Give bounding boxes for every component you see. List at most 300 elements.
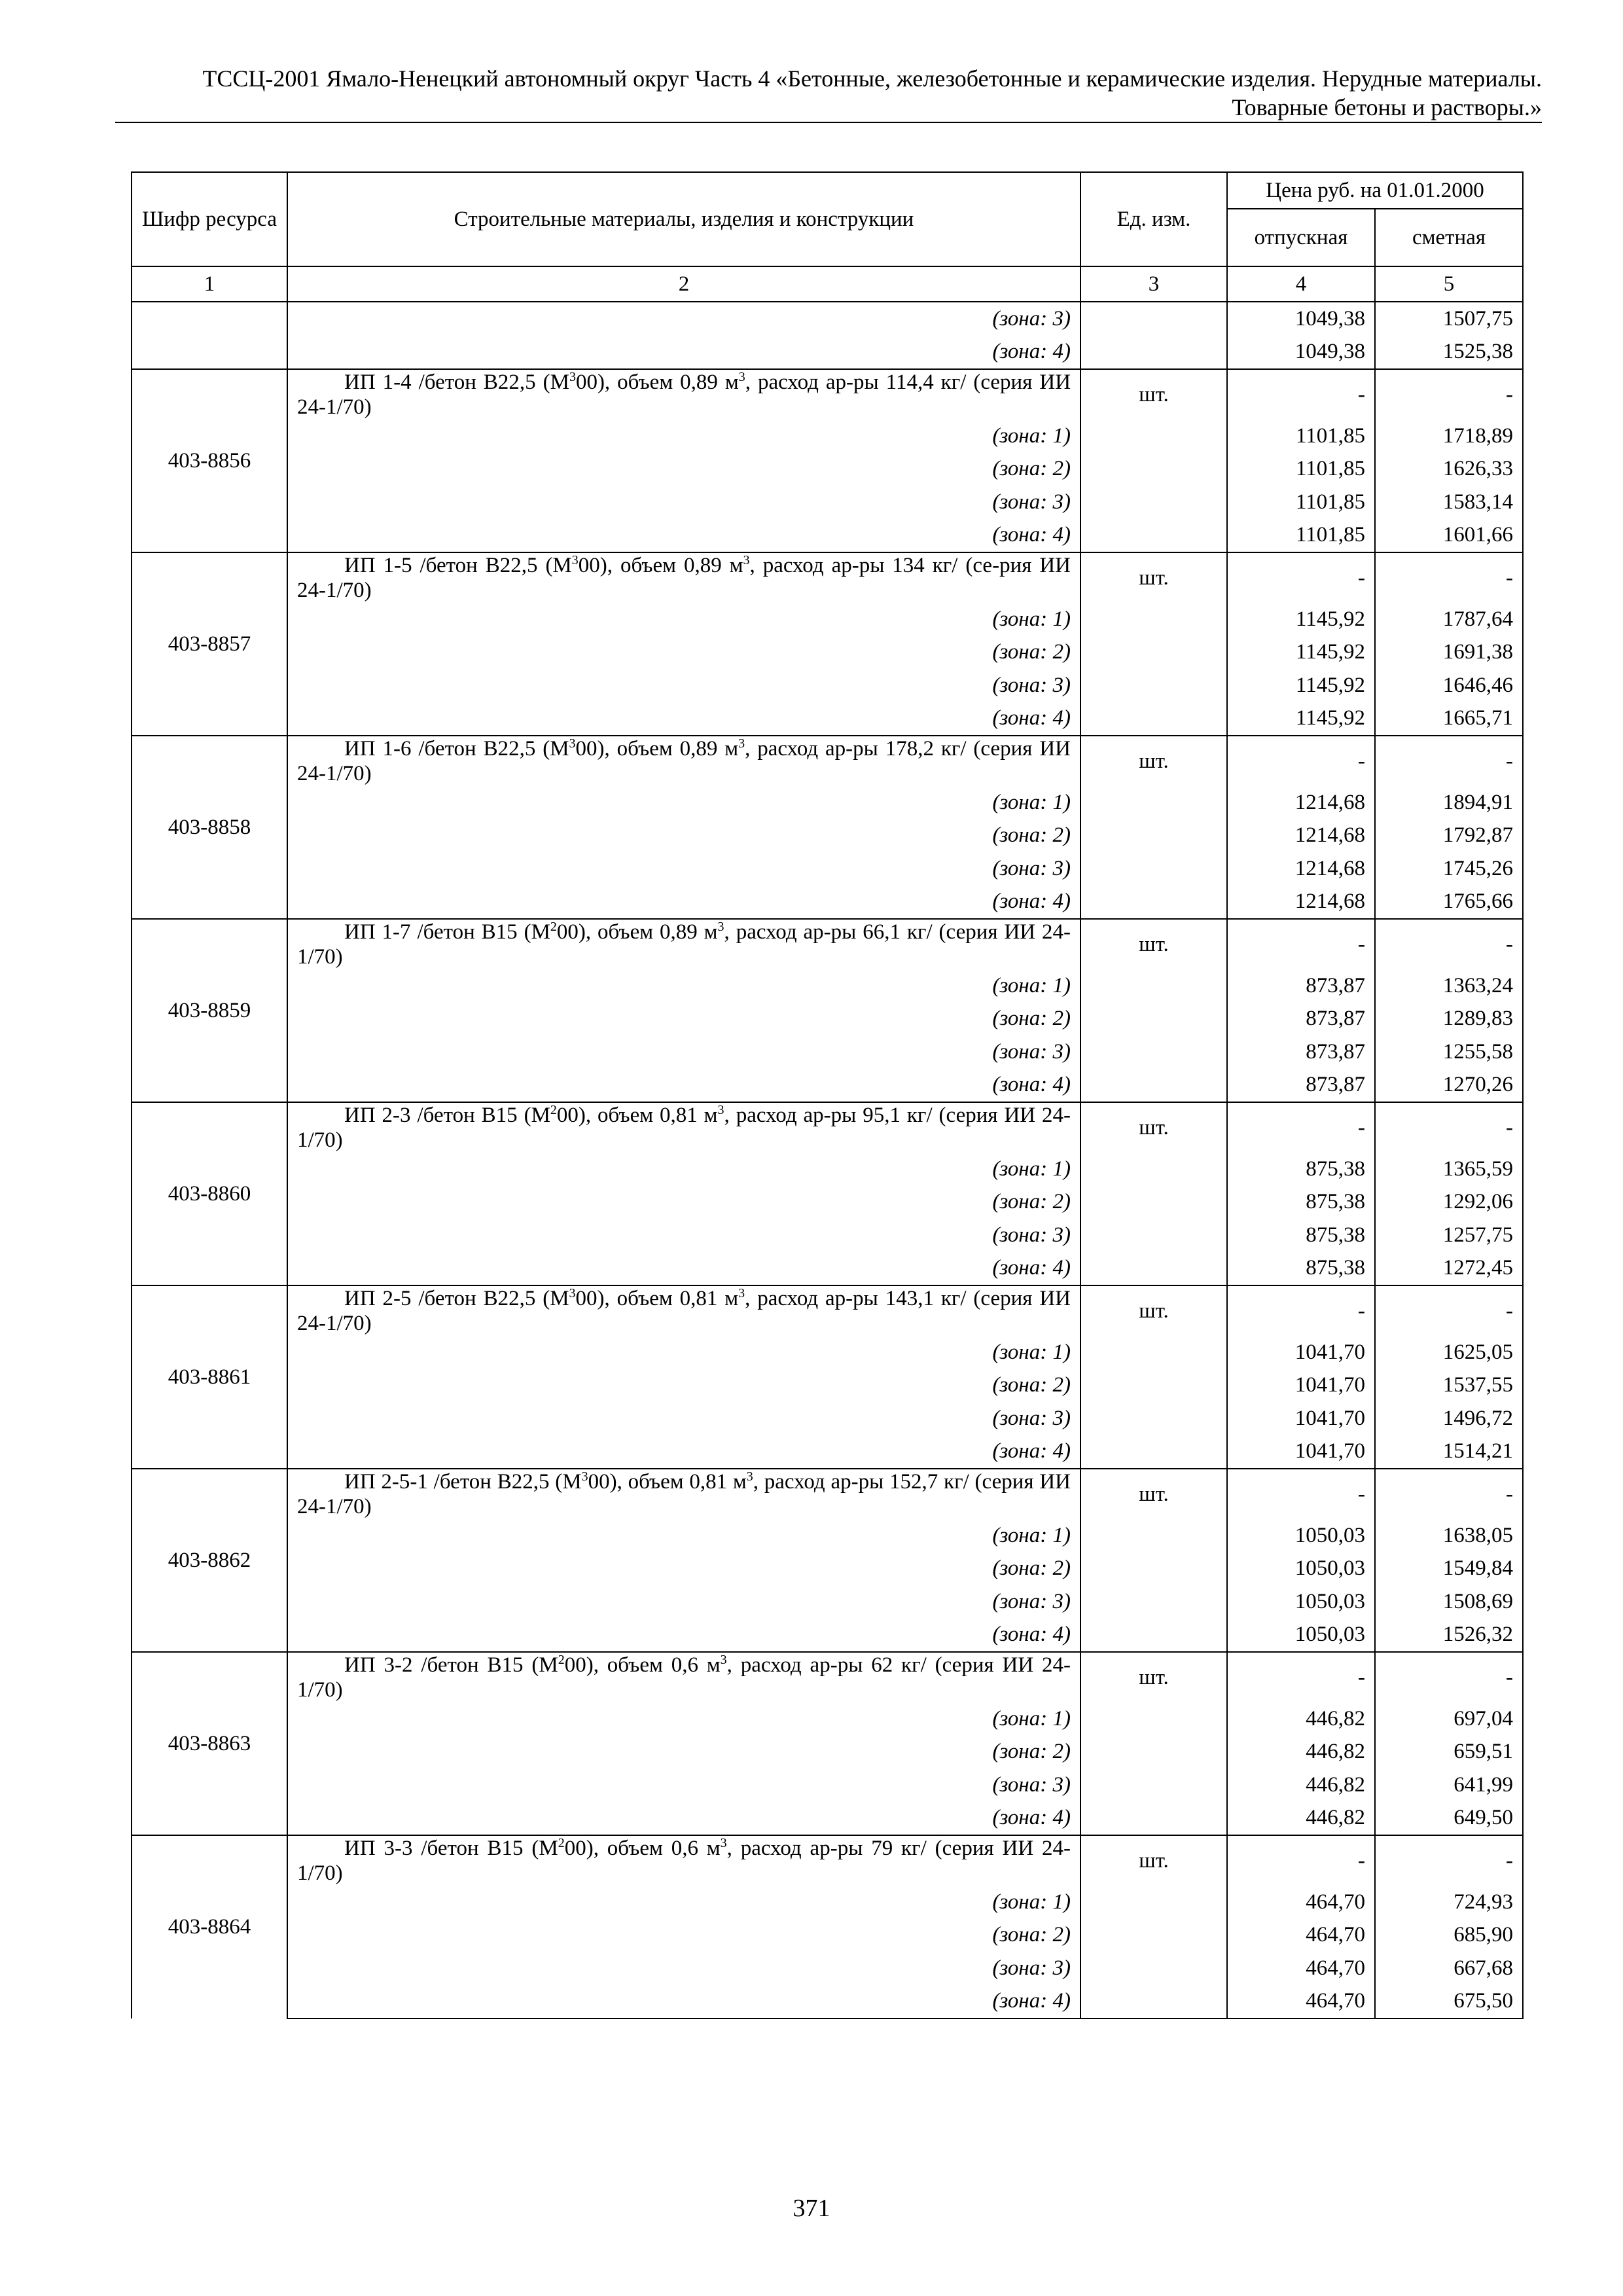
estimate-price: 1765,66 bbox=[1375, 886, 1523, 920]
description-part: ИП 2-3 /бетон В15 (М bbox=[344, 1103, 550, 1127]
empty-cell bbox=[1080, 1802, 1227, 1836]
estimate-price: 1537,55 bbox=[1375, 1369, 1523, 1403]
zone-label: (зона: 3) bbox=[287, 1952, 1080, 1985]
zone-label: (зона: 4) bbox=[287, 702, 1080, 736]
estimate-price: 1792,87 bbox=[1375, 819, 1523, 853]
description-part: 00), объем 0,89 м bbox=[575, 737, 739, 761]
release-price: 464,70 bbox=[1227, 1985, 1375, 2019]
estimate-price: 649,50 bbox=[1375, 1802, 1523, 1836]
description-part: , расход ар-ры 134 кг/ (се-рия ИИ 24-1/70) bbox=[297, 554, 1071, 602]
estimate-price: 675,50 bbox=[1375, 1985, 1523, 2019]
zone-row bbox=[132, 1919, 1523, 1952]
zone-row bbox=[132, 819, 1523, 853]
zone-row bbox=[132, 603, 1523, 636]
description-part: 00), объем 0,89 м bbox=[556, 920, 718, 944]
empty-cell bbox=[1080, 302, 1227, 336]
empty-cell bbox=[1080, 786, 1227, 819]
resource-code: 403-8864 bbox=[132, 1835, 287, 2018]
release-price: - bbox=[1227, 1102, 1375, 1153]
empty-cell bbox=[1080, 1886, 1227, 1919]
zone-label: (зона: 4) bbox=[287, 886, 1080, 920]
superscript: 3 bbox=[720, 1836, 727, 1850]
header-line-1: ТССЦ-2001 Ямало-Ненецкий автономный округ Часть 4 «Бетонные, железобетонные и керамические изделия. Нерудные материалы. bbox=[202, 65, 1542, 92]
empty-cell bbox=[1080, 336, 1227, 370]
release-price: 1041,70 bbox=[1227, 1435, 1375, 1469]
estimate-price: - bbox=[1375, 736, 1523, 786]
zone-row bbox=[132, 1985, 1523, 2019]
zone-label: (зона: 2) bbox=[287, 1552, 1080, 1586]
description-text bbox=[297, 1469, 1071, 1519]
col-number: 2 bbox=[287, 266, 1080, 302]
empty-cell bbox=[1080, 1219, 1227, 1252]
resource-code: 403-8857 bbox=[132, 552, 287, 736]
table-row bbox=[132, 1469, 1523, 1519]
item-description bbox=[287, 736, 1080, 786]
description-text bbox=[297, 370, 1071, 420]
superscript: 3 bbox=[569, 736, 576, 751]
table-row bbox=[132, 369, 1523, 420]
empty-cell bbox=[1080, 1585, 1227, 1619]
description-part: , расход ар-ры 95,1 кг/ (серия ИИ 24-1/70) bbox=[297, 1103, 1071, 1152]
estimate-price: 1292,06 bbox=[1375, 1186, 1523, 1219]
empty-cell bbox=[1080, 1919, 1227, 1952]
estimate-price: 1289,83 bbox=[1375, 1003, 1523, 1036]
estimate-price: 1514,21 bbox=[1375, 1435, 1523, 1469]
zone-row bbox=[132, 852, 1523, 886]
estimate-price: - bbox=[1375, 1835, 1523, 1886]
table-row bbox=[132, 1102, 1523, 1153]
resource-code: 403-8859 bbox=[132, 919, 287, 1102]
release-price: 1050,03 bbox=[1227, 1519, 1375, 1552]
zone-row bbox=[132, 1252, 1523, 1286]
zone-row bbox=[132, 1035, 1523, 1069]
table-body bbox=[132, 302, 1523, 2018]
description-text bbox=[297, 1286, 1071, 1336]
estimate-price: 1255,58 bbox=[1375, 1035, 1523, 1069]
page-number: 371 bbox=[793, 2195, 830, 2222]
empty-cell bbox=[1080, 1702, 1227, 1736]
item-description bbox=[287, 1835, 1080, 1886]
header-line-2: Товарные бетоны и растворы.» bbox=[1232, 94, 1542, 120]
description-part: 00), объем 0,81 м bbox=[588, 1470, 747, 1494]
description-part: ИП 1-5 /бетон В22,5 (М bbox=[344, 554, 572, 577]
description-part: , расход ар-ры 178,2 кг/ (серия ИИ 24-1/70) bbox=[297, 737, 1071, 785]
estimate-price: 1508,69 bbox=[1375, 1585, 1523, 1619]
zone-label: (зона: 2) bbox=[287, 1919, 1080, 1952]
empty-cell bbox=[1080, 1336, 1227, 1369]
estimate-price: 1270,26 bbox=[1375, 1069, 1523, 1103]
zone-label: (зона: 1) bbox=[287, 420, 1080, 453]
resource-code: 403-8862 bbox=[132, 1469, 287, 1652]
description-part: , расход ар-ры 114,4 кг/ (серия ИИ 24-1/70) bbox=[297, 370, 1071, 419]
release-price: 1101,85 bbox=[1227, 519, 1375, 553]
empty-cell bbox=[1080, 1619, 1227, 1653]
zone-row bbox=[132, 1069, 1523, 1103]
release-price: 873,87 bbox=[1227, 1035, 1375, 1069]
description-text bbox=[297, 1103, 1071, 1153]
item-description bbox=[287, 1469, 1080, 1519]
zone-row bbox=[132, 420, 1523, 453]
release-price: 873,87 bbox=[1227, 969, 1375, 1003]
description-part: , расход ар-ры 79 кг/ (серия ИИ 24-1/70) bbox=[297, 1837, 1071, 1885]
zone-label: (зона: 4) bbox=[287, 1619, 1080, 1653]
zone-label: (зона: 2) bbox=[287, 636, 1080, 670]
description-part: ИП 3-2 /бетон В15 (М bbox=[344, 1653, 558, 1677]
superscript: 3 bbox=[738, 736, 745, 751]
zone-row bbox=[132, 1768, 1523, 1802]
superscript: 3 bbox=[581, 1469, 588, 1484]
zone-label: (зона: 3) bbox=[287, 486, 1080, 519]
release-price: - bbox=[1227, 736, 1375, 786]
empty-cell bbox=[1080, 702, 1227, 736]
zone-label: (зона: 1) bbox=[287, 603, 1080, 636]
release-price: 1050,03 bbox=[1227, 1619, 1375, 1653]
table-row bbox=[132, 1285, 1523, 1336]
release-price: 1041,70 bbox=[1227, 1402, 1375, 1435]
empty-cell bbox=[132, 302, 287, 336]
zone-label: (зона: 1) bbox=[287, 1519, 1080, 1552]
description-text bbox=[297, 736, 1071, 786]
release-price: 446,82 bbox=[1227, 1802, 1375, 1836]
zone-label: (зона: 1) bbox=[287, 1886, 1080, 1919]
estimate-price: 685,90 bbox=[1375, 1919, 1523, 1952]
empty-cell bbox=[1080, 420, 1227, 453]
estimate-price: 1691,38 bbox=[1375, 636, 1523, 670]
empty-cell bbox=[1080, 1768, 1227, 1802]
empty-cell bbox=[1080, 519, 1227, 553]
estimate-price: 1496,72 bbox=[1375, 1402, 1523, 1435]
release-price: - bbox=[1227, 1835, 1375, 1886]
item-description bbox=[287, 1102, 1080, 1153]
release-price: 1041,70 bbox=[1227, 1336, 1375, 1369]
superscript: 3 bbox=[717, 1103, 724, 1117]
estimate-price: 1526,32 bbox=[1375, 1619, 1523, 1653]
item-description bbox=[287, 919, 1080, 969]
zone-label: (зона: 2) bbox=[287, 1369, 1080, 1403]
description-part: ИП 1-6 /бетон В22,5 (М bbox=[344, 737, 569, 761]
zone-row bbox=[132, 1886, 1523, 1919]
release-price: 1050,03 bbox=[1227, 1552, 1375, 1586]
release-price: 1214,68 bbox=[1227, 852, 1375, 886]
release-price: 1145,92 bbox=[1227, 702, 1375, 736]
superscript: 3 bbox=[743, 553, 750, 567]
empty-cell bbox=[1080, 1435, 1227, 1469]
release-price: 446,82 bbox=[1227, 1702, 1375, 1736]
estimate-price: 1272,45 bbox=[1375, 1252, 1523, 1286]
description-part: ИП 1-4 /бетон В22,5 (М bbox=[344, 370, 569, 394]
description-part: 00), объем 0,89 м bbox=[575, 370, 739, 394]
description-part: , расход ар-ры 62 кг/ (серия ИИ 24-1/70) bbox=[297, 1653, 1071, 1702]
unit: шт. bbox=[1080, 736, 1227, 786]
empty-cell bbox=[1080, 1153, 1227, 1186]
description-part: 00), объем 0,89 м bbox=[578, 554, 743, 577]
release-price: 873,87 bbox=[1227, 1069, 1375, 1103]
empty-cell bbox=[1080, 1069, 1227, 1103]
superscript: 2 bbox=[550, 1103, 557, 1117]
description-part: ИП 2-5 /бетон В22,5 (М bbox=[344, 1287, 569, 1310]
resource-code: 403-8856 bbox=[132, 369, 287, 552]
zone-row bbox=[132, 1219, 1523, 1252]
superscript: 3 bbox=[720, 1653, 727, 1667]
release-price: - bbox=[1227, 552, 1375, 603]
col-header-unit: Ед. изм. bbox=[1080, 172, 1227, 266]
empty-cell bbox=[1080, 636, 1227, 670]
release-price: 1049,38 bbox=[1227, 336, 1375, 370]
unit: шт. bbox=[1080, 1285, 1227, 1336]
release-price: 1050,03 bbox=[1227, 1585, 1375, 1619]
resource-code: 403-8860 bbox=[132, 1102, 287, 1285]
description-text bbox=[297, 1653, 1071, 1702]
release-price: 1101,85 bbox=[1227, 453, 1375, 486]
zone-row bbox=[132, 1402, 1523, 1435]
description-part: 00), объем 0,81 м bbox=[575, 1287, 739, 1310]
zone-row bbox=[132, 786, 1523, 819]
empty-cell bbox=[1080, 852, 1227, 886]
release-price: - bbox=[1227, 1285, 1375, 1336]
zone-row bbox=[132, 1619, 1523, 1653]
zone-row bbox=[132, 486, 1523, 519]
header-rule bbox=[115, 122, 1542, 123]
empty-cell bbox=[1080, 969, 1227, 1003]
description-text bbox=[297, 920, 1071, 969]
column-numbers-row bbox=[132, 266, 1523, 302]
col-header-name: Строительные материалы, изделия и конструкции bbox=[287, 172, 1080, 266]
zone-row bbox=[132, 519, 1523, 553]
superscript: 3 bbox=[746, 1469, 753, 1484]
zone-row bbox=[132, 1585, 1523, 1619]
unit: шт. bbox=[1080, 1102, 1227, 1153]
empty-cell bbox=[1080, 1736, 1227, 1769]
estimate-price: - bbox=[1375, 1469, 1523, 1519]
item-description bbox=[287, 1652, 1080, 1702]
zone-label: (зона: 3) bbox=[287, 1768, 1080, 1802]
zone-label: (зона: 3) bbox=[287, 1585, 1080, 1619]
zone-label: (зона: 1) bbox=[287, 1702, 1080, 1736]
empty-cell bbox=[1080, 819, 1227, 853]
superscript: 2 bbox=[550, 920, 557, 934]
zone-label: (зона: 2) bbox=[287, 1736, 1080, 1769]
estimate-price: 1583,14 bbox=[1375, 486, 1523, 519]
release-price: 1101,85 bbox=[1227, 420, 1375, 453]
running-header bbox=[115, 64, 1542, 122]
table-row bbox=[132, 1835, 1523, 1886]
empty-cell bbox=[1080, 1252, 1227, 1286]
estimate-price: 667,68 bbox=[1375, 1952, 1523, 1985]
col-header-estimate: сметная bbox=[1375, 209, 1523, 266]
zone-row bbox=[132, 1336, 1523, 1369]
description-part: , расход ар-ры 143,1 кг/ (серия ИИ 24-1/70) bbox=[297, 1287, 1071, 1335]
zone-label: (зона: 4) bbox=[287, 1252, 1080, 1286]
col-number: 4 bbox=[1227, 266, 1375, 302]
zone-label: (зона: 3) bbox=[287, 852, 1080, 886]
zone-label: (зона: 4) bbox=[287, 1435, 1080, 1469]
release-price: 464,70 bbox=[1227, 1886, 1375, 1919]
col-header-code: Шифр ресурса bbox=[132, 172, 287, 266]
estimate-price: 1626,33 bbox=[1375, 453, 1523, 486]
zone-row bbox=[132, 1186, 1523, 1219]
release-price: 875,38 bbox=[1227, 1252, 1375, 1286]
unit: шт. bbox=[1080, 1835, 1227, 1886]
estimate-price: - bbox=[1375, 1102, 1523, 1153]
zone-row bbox=[132, 1003, 1523, 1036]
empty-cell bbox=[1080, 1985, 1227, 2019]
description-part: 00), объем 0,6 м bbox=[564, 1653, 721, 1677]
estimate-price: 1625,05 bbox=[1375, 1336, 1523, 1369]
release-price: 464,70 bbox=[1227, 1919, 1375, 1952]
zone-row bbox=[132, 1952, 1523, 1985]
col-number: 5 bbox=[1375, 266, 1523, 302]
zone-row bbox=[132, 702, 1523, 736]
empty-cell bbox=[1080, 886, 1227, 920]
zone-label: (зона: 2) bbox=[287, 1003, 1080, 1036]
zone-label: (зона: 3) bbox=[287, 669, 1080, 702]
col-header-price: Цена руб. на 01.01.2000 bbox=[1227, 172, 1523, 209]
superscript: 2 bbox=[558, 1653, 565, 1667]
estimate-price: 659,51 bbox=[1375, 1736, 1523, 1769]
release-price: 1214,68 bbox=[1227, 786, 1375, 819]
table-row bbox=[132, 919, 1523, 969]
release-price: 1041,70 bbox=[1227, 1369, 1375, 1403]
zone-row bbox=[132, 336, 1523, 370]
zone-row bbox=[132, 1552, 1523, 1586]
zone-label: (зона: 1) bbox=[287, 1336, 1080, 1369]
col-number: 1 bbox=[132, 266, 287, 302]
superscript: 3 bbox=[571, 553, 579, 567]
empty-cell bbox=[1080, 1186, 1227, 1219]
zone-row bbox=[132, 302, 1523, 336]
zone-row bbox=[132, 886, 1523, 920]
superscript: 3 bbox=[569, 370, 576, 384]
col-number: 3 bbox=[1080, 266, 1227, 302]
description-text bbox=[297, 1836, 1071, 1886]
description-part: ИП 3-3 /бетон В15 (М bbox=[344, 1837, 558, 1860]
estimate-price: 1507,75 bbox=[1375, 302, 1523, 336]
zone-label: (зона: 4) bbox=[287, 1802, 1080, 1836]
unit: шт. bbox=[1080, 1469, 1227, 1519]
col-header-release: отпускная bbox=[1227, 209, 1375, 266]
description-text bbox=[297, 553, 1071, 603]
zone-label: (зона: 3) bbox=[287, 1035, 1080, 1069]
zone-label: (зона: 3) bbox=[287, 1219, 1080, 1252]
release-price: 875,38 bbox=[1227, 1186, 1375, 1219]
unit: шт. bbox=[1080, 919, 1227, 969]
table-header bbox=[132, 172, 1523, 302]
table-row bbox=[132, 1652, 1523, 1702]
empty-cell bbox=[1080, 453, 1227, 486]
zone-row bbox=[132, 636, 1523, 670]
zone-row bbox=[132, 669, 1523, 702]
release-price: - bbox=[1227, 919, 1375, 969]
release-price: 446,82 bbox=[1227, 1736, 1375, 1769]
release-price: 464,70 bbox=[1227, 1952, 1375, 1985]
estimate-price: - bbox=[1375, 369, 1523, 420]
release-price: 1101,85 bbox=[1227, 486, 1375, 519]
zone-label: (зона: 4) bbox=[287, 1985, 1080, 2019]
empty-cell bbox=[1080, 1035, 1227, 1069]
resource-code: 403-8858 bbox=[132, 736, 287, 919]
estimate-price: 1525,38 bbox=[1375, 336, 1523, 370]
resource-code: 403-8861 bbox=[132, 1285, 287, 1469]
description-part: 00), объем 0,81 м bbox=[556, 1103, 718, 1127]
zone-row bbox=[132, 1736, 1523, 1769]
empty-cell bbox=[1080, 1369, 1227, 1403]
estimate-price: 1257,75 bbox=[1375, 1219, 1523, 1252]
item-description bbox=[287, 1285, 1080, 1336]
description-part: , расход ар-ры 66,1 кг/ (серия ИИ 24-1/70) bbox=[297, 920, 1071, 969]
zone-label: (зона: 1) bbox=[287, 786, 1080, 819]
unit: шт. bbox=[1080, 1652, 1227, 1702]
table-row bbox=[132, 552, 1523, 603]
zone-label: (зона: 2) bbox=[287, 453, 1080, 486]
estimate-price: 697,04 bbox=[1375, 1702, 1523, 1736]
unit: шт. bbox=[1080, 369, 1227, 420]
zone-row bbox=[132, 1519, 1523, 1552]
zone-row bbox=[132, 1369, 1523, 1403]
estimate-price: 1894,91 bbox=[1375, 786, 1523, 819]
estimate-price: - bbox=[1375, 919, 1523, 969]
superscript: 3 bbox=[738, 370, 745, 384]
release-price: 873,87 bbox=[1227, 1003, 1375, 1036]
price-table bbox=[131, 171, 1524, 2019]
release-price: - bbox=[1227, 1469, 1375, 1519]
table-row bbox=[132, 736, 1523, 786]
zone-row bbox=[132, 1702, 1523, 1736]
zone-label: (зона: 2) bbox=[287, 1186, 1080, 1219]
superscript: 3 bbox=[738, 1286, 745, 1300]
unit: шт. bbox=[1080, 552, 1227, 603]
description-part: , расход ар-ры 152,7 кг/ (серия ИИ 24-1/70) bbox=[297, 1470, 1071, 1518]
estimate-price: 1365,59 bbox=[1375, 1153, 1523, 1186]
empty-cell bbox=[1080, 1519, 1227, 1552]
zone-label: (зона: 3) bbox=[287, 1402, 1080, 1435]
empty-cell bbox=[1080, 1552, 1227, 1586]
empty-cell bbox=[1080, 1003, 1227, 1036]
description-part: 00), объем 0,6 м bbox=[564, 1837, 721, 1860]
zone-row bbox=[132, 1153, 1523, 1186]
release-price: 875,38 bbox=[1227, 1219, 1375, 1252]
description-part: ИП 1-7 /бетон В15 (М bbox=[344, 920, 550, 944]
estimate-price: 1787,64 bbox=[1375, 603, 1523, 636]
zone-label: (зона: 1) bbox=[287, 969, 1080, 1003]
empty-cell bbox=[1080, 1402, 1227, 1435]
zone-label: (зона: 4) bbox=[287, 1069, 1080, 1103]
release-price: 1214,68 bbox=[1227, 886, 1375, 920]
release-price: 1145,92 bbox=[1227, 636, 1375, 670]
empty-cell bbox=[1080, 486, 1227, 519]
superscript: 2 bbox=[558, 1836, 565, 1850]
estimate-price: 724,93 bbox=[1375, 1886, 1523, 1919]
estimate-price: 1665,71 bbox=[1375, 702, 1523, 736]
estimate-price: 1718,89 bbox=[1375, 420, 1523, 453]
description-part: ИП 2-5-1 /бетон В22,5 (М bbox=[344, 1470, 582, 1494]
estimate-price: 1638,05 bbox=[1375, 1519, 1523, 1552]
zone-row bbox=[132, 453, 1523, 486]
estimate-price: - bbox=[1375, 1285, 1523, 1336]
resource-code: 403-8863 bbox=[132, 1652, 287, 1835]
zone-label: (зона: 4) bbox=[287, 519, 1080, 553]
empty-cell bbox=[1080, 669, 1227, 702]
zone-label: (зона: 3) bbox=[287, 302, 1080, 336]
zone-label: (зона: 1) bbox=[287, 1153, 1080, 1186]
item-description bbox=[287, 369, 1080, 420]
estimate-price: 641,99 bbox=[1375, 1768, 1523, 1802]
superscript: 3 bbox=[717, 920, 724, 934]
estimate-price: - bbox=[1375, 1652, 1523, 1702]
estimate-price: 1549,84 bbox=[1375, 1552, 1523, 1586]
empty-cell bbox=[132, 336, 287, 370]
release-price: 446,82 bbox=[1227, 1768, 1375, 1802]
release-price: 1049,38 bbox=[1227, 302, 1375, 336]
